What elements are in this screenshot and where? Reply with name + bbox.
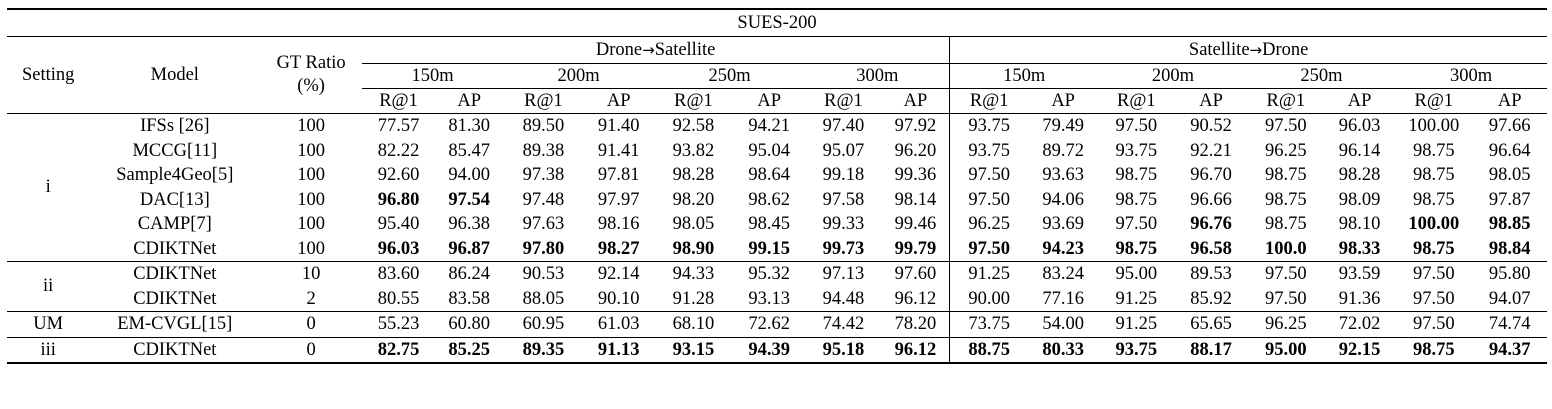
metric-cell: 97.50 xyxy=(1265,288,1307,309)
drone-label: Drone xyxy=(595,39,643,60)
metric-cell: 60.80 xyxy=(435,312,503,338)
metric-header: AP xyxy=(882,89,950,114)
metric-cell: 99.15 xyxy=(748,238,791,259)
metric-cell: 96.20 xyxy=(882,139,950,164)
metric-header: R@1 xyxy=(362,89,435,114)
metric-header: AP xyxy=(1472,89,1547,114)
metric-cell: 95.32 xyxy=(733,262,805,287)
gt-ratio-unit: (%) xyxy=(297,76,325,96)
metric-cell: 54.00 xyxy=(1028,312,1098,338)
metric-cell: 94.37 xyxy=(1472,337,1547,363)
metric-cell: 98.75 xyxy=(1413,140,1455,161)
metric-cell: 78.20 xyxy=(882,312,950,338)
table-title: SUES-200 xyxy=(7,9,1547,37)
altitude-header: 150m xyxy=(362,64,503,89)
metric-cell: 91.25 xyxy=(1098,312,1174,338)
metric-cell: 96.64 xyxy=(1488,140,1531,161)
metric-cell: 99.79 xyxy=(882,237,950,262)
metric-cell: 88.05 xyxy=(522,288,565,309)
metric-cell: 97.60 xyxy=(882,262,950,287)
metric-cell: 95.00 xyxy=(1098,262,1174,287)
metric-cell: 99.46 xyxy=(882,212,950,237)
metric-cell: 99.36 xyxy=(882,163,950,188)
metric-cell: 98.75 xyxy=(1395,337,1472,363)
metric-cell: 98.28 xyxy=(1338,165,1381,185)
metric-cell: 97.80 xyxy=(522,238,565,259)
metric-cell: 97.50 xyxy=(968,238,1010,259)
metric-cell: 77.57 xyxy=(377,116,420,136)
metric-cell: 95.80 xyxy=(1472,262,1547,287)
metric-cell: 97.97 xyxy=(597,189,640,210)
metric-cell: 96.70 xyxy=(1190,165,1232,185)
gt-ratio-cell: 0 xyxy=(260,337,362,363)
metric-cell: 61.03 xyxy=(584,312,654,338)
metric-cell: 91.36 xyxy=(1338,288,1381,309)
metric-header: R@1 xyxy=(950,89,1028,114)
metric-cell: 97.63 xyxy=(522,214,565,234)
metric-cell: 93.75 xyxy=(1115,140,1158,161)
metric-cell: 91.25 xyxy=(950,262,1028,287)
drone-label: Drone xyxy=(1262,39,1309,60)
metric-cell: 98.90 xyxy=(672,238,715,259)
metric-cell: 98.85 xyxy=(1488,214,1531,234)
metric-cell: 95.00 xyxy=(1248,337,1324,363)
model-cell: IFSs [26] xyxy=(140,116,210,136)
metric-cell: 83.24 xyxy=(1028,262,1098,287)
metric-cell: 80.55 xyxy=(377,288,420,309)
metric-cell: 97.58 xyxy=(822,189,865,210)
metric-cell: 94.00 xyxy=(448,165,491,185)
right-arrow-icon: → xyxy=(642,40,655,59)
metric-cell: 85.92 xyxy=(1190,288,1232,309)
metric-cell: 99.18 xyxy=(822,165,865,185)
gt-ratio-cell: 100 xyxy=(297,165,325,185)
metric-cell: 97.50 xyxy=(968,165,1010,185)
metric-cell: 98.75 xyxy=(1265,189,1307,210)
metric-cell: 79.49 xyxy=(1042,116,1084,136)
metric-cell: 100.00 xyxy=(1408,214,1460,234)
table-row xyxy=(7,114,1547,139)
model-cell: EM-CVGL[15] xyxy=(89,312,260,338)
metric-header: R@1 xyxy=(654,89,733,114)
metric-cell: 96.25 xyxy=(1248,312,1324,338)
metric-cell: 55.23 xyxy=(362,312,435,338)
metric-cell: 97.40 xyxy=(822,116,865,136)
metric-cell: 98.75 xyxy=(1413,189,1455,210)
metric-cell: 98.75 xyxy=(1115,165,1158,185)
metric-cell: 90.00 xyxy=(968,288,1010,309)
metric-cell: 96.25 xyxy=(1265,140,1307,161)
model-cell: CDIKTNet xyxy=(89,262,260,287)
setting-cell: i xyxy=(45,177,51,198)
model-cell: DAC[13] xyxy=(139,189,210,210)
metric-cell: 68.10 xyxy=(654,312,733,338)
metric-cell: 93.75 xyxy=(1098,337,1174,363)
title-row xyxy=(7,9,1547,37)
altitude-header: 200m xyxy=(503,64,654,89)
metric-cell: 82.22 xyxy=(377,140,420,161)
metric-cell: 96.03 xyxy=(1338,116,1381,136)
metric-cell: 98.64 xyxy=(748,165,791,185)
table-row xyxy=(7,237,1547,262)
metric-cell: 88.17 xyxy=(1175,337,1248,363)
gt-ratio-cell: 100 xyxy=(297,116,325,136)
altitude-header: 300m xyxy=(805,64,949,89)
metric-cell: 97.50 xyxy=(1115,116,1158,136)
metric-cell: 72.62 xyxy=(733,312,805,338)
metric-cell: 98.05 xyxy=(1488,165,1531,185)
model-cell: CAMP[7] xyxy=(137,214,212,234)
metric-cell: 96.14 xyxy=(1338,140,1381,161)
gt-ratio-label: GT Ratio xyxy=(276,52,346,73)
metric-header: R@1 xyxy=(805,89,881,114)
metric-cell: 95.18 xyxy=(805,337,881,363)
model-cell: CDIKTNet xyxy=(133,238,217,259)
metric-cell: 98.27 xyxy=(597,238,640,259)
table-row xyxy=(7,188,1547,213)
metric-cell: 74.42 xyxy=(805,312,881,338)
metric-header: AP xyxy=(584,89,654,114)
gt-ratio-cell: 0 xyxy=(260,312,362,338)
metric-cell: 80.33 xyxy=(1028,337,1098,363)
metric-cell: 96.12 xyxy=(882,287,950,312)
metric-cell: 90.52 xyxy=(1190,116,1232,136)
altitude-header: 300m xyxy=(1395,64,1547,89)
metric-cell: 97.50 xyxy=(1115,214,1158,234)
metric-cell: 90.53 xyxy=(503,262,583,287)
metric-cell: 97.13 xyxy=(805,262,881,287)
metric-cell: 91.40 xyxy=(597,116,640,136)
model-cell: CDIKTNet xyxy=(133,288,217,309)
table-row xyxy=(7,163,1547,188)
metric-cell: 98.75 xyxy=(1265,165,1307,185)
metric-cell: 94.48 xyxy=(822,288,865,309)
metric-cell: 93.13 xyxy=(748,288,791,309)
metric-cell: 92.14 xyxy=(584,262,654,287)
metric-cell: 97.54 xyxy=(448,189,491,210)
metric-cell: 73.75 xyxy=(950,312,1028,338)
setting-header: Setting xyxy=(7,37,89,114)
metric-cell: 98.28 xyxy=(672,165,715,185)
metric-cell: 96.76 xyxy=(1190,214,1232,234)
metric-cell: 95.40 xyxy=(377,214,420,234)
metric-cell: 99.33 xyxy=(822,214,865,234)
setting-cell: ii xyxy=(7,262,89,312)
metric-cell: 98.75 xyxy=(1413,238,1455,259)
table-row xyxy=(7,212,1547,237)
metric-cell: 96.38 xyxy=(448,214,491,234)
metric-cell: 93.63 xyxy=(1042,165,1084,185)
metric-cell: 96.03 xyxy=(377,238,420,259)
metric-cell: 98.45 xyxy=(748,214,791,234)
metric-cell: 89.53 xyxy=(1175,262,1248,287)
metric-cell: 99.73 xyxy=(822,238,865,259)
metric-cell: 95.04 xyxy=(748,140,791,161)
metric-cell: 85.47 xyxy=(448,140,491,161)
right-arrow-icon: → xyxy=(1249,40,1263,59)
metric-cell: 83.58 xyxy=(448,288,491,309)
metric-header: AP xyxy=(1175,89,1248,114)
metric-cell: 60.95 xyxy=(503,312,583,338)
metric-cell: 89.38 xyxy=(522,140,565,161)
metric-cell: 98.33 xyxy=(1338,238,1381,259)
metric-cell: 93.82 xyxy=(672,140,715,161)
metric-cell: 98.09 xyxy=(1338,189,1381,210)
metric-cell: 88.75 xyxy=(950,337,1028,363)
model-cell: MCCG[11] xyxy=(132,140,218,161)
metric-cell: 92.58 xyxy=(672,116,715,136)
metric-cell: 94.39 xyxy=(733,337,805,363)
metric-cell: 98.75 xyxy=(1265,214,1307,234)
gt-ratio-cell: 100 xyxy=(297,189,325,210)
satellite-to-drone-header xyxy=(950,37,1547,64)
metric-cell: 97.50 xyxy=(1395,312,1472,338)
altitude-header: 250m xyxy=(1248,64,1395,89)
metric-cell: 98.16 xyxy=(597,214,640,234)
metric-cell: 86.24 xyxy=(435,262,503,287)
metric-cell: 93.69 xyxy=(1042,214,1084,234)
metric-cell: 96.87 xyxy=(448,238,491,259)
metric-cell: 97.50 xyxy=(1413,288,1455,309)
metric-header: R@1 xyxy=(1248,89,1324,114)
metric-cell: 93.75 xyxy=(968,140,1010,161)
metric-cell: 92.60 xyxy=(377,165,420,185)
metric-header: R@1 xyxy=(503,89,583,114)
table-row xyxy=(7,262,1547,287)
model-cell: CDIKTNet xyxy=(89,337,260,363)
metric-cell: 94.21 xyxy=(748,116,791,136)
metric-cell: 94.23 xyxy=(1042,238,1084,259)
metric-cell: 98.05 xyxy=(672,214,715,234)
table-row xyxy=(7,312,1547,338)
setting-cell: UM xyxy=(7,312,89,338)
metric-header: AP xyxy=(1324,89,1395,114)
setting-cell: iii xyxy=(7,337,89,363)
metric-cell: 93.15 xyxy=(654,337,733,363)
results-table xyxy=(7,8,1547,364)
metric-cell: 100.0 xyxy=(1265,238,1307,259)
metric-cell: 97.92 xyxy=(882,114,950,139)
metric-cell: 98.75 xyxy=(1413,165,1455,185)
metric-cell: 65.65 xyxy=(1175,312,1248,338)
altitude-header: 150m xyxy=(950,64,1098,89)
gt-ratio-cell: 100 xyxy=(297,214,325,234)
table-row xyxy=(7,337,1547,363)
metric-cell: 92.21 xyxy=(1190,140,1232,161)
metric-cell: 95.07 xyxy=(822,140,865,161)
metric-cell: 98.14 xyxy=(882,188,950,213)
gt-ratio-header xyxy=(260,37,362,114)
metric-cell: 100.00 xyxy=(1408,116,1460,136)
metric-cell: 94.06 xyxy=(1042,189,1084,210)
metric-header: AP xyxy=(733,89,805,114)
metric-cell: 91.25 xyxy=(1115,288,1158,309)
metric-cell: 97.50 xyxy=(968,189,1010,210)
metric-cell: 89.50 xyxy=(522,116,565,136)
gt-ratio-cell: 2 xyxy=(306,288,316,309)
metric-cell: 94.33 xyxy=(654,262,733,287)
metric-cell: 98.84 xyxy=(1488,238,1531,259)
metric-header: R@1 xyxy=(1395,89,1472,114)
metric-cell: 98.10 xyxy=(1338,214,1381,234)
metric-cell: 97.50 xyxy=(1265,116,1307,136)
metric-cell: 72.02 xyxy=(1324,312,1395,338)
metric-cell: 97.66 xyxy=(1488,116,1531,136)
metric-cell: 98.62 xyxy=(748,189,791,210)
drone-to-satellite-header xyxy=(362,37,950,64)
metric-cell: 94.07 xyxy=(1488,288,1531,309)
model-header: Model xyxy=(89,37,260,114)
metric-cell: 96.66 xyxy=(1190,189,1232,210)
metric-cell: 97.81 xyxy=(597,165,640,185)
metric-cell: 93.59 xyxy=(1324,262,1395,287)
table-row xyxy=(7,139,1547,164)
metric-cell: 97.38 xyxy=(522,165,565,185)
metric-cell: 91.28 xyxy=(672,288,715,309)
metric-cell: 96.80 xyxy=(377,189,420,210)
metric-cell: 83.60 xyxy=(362,262,435,287)
metric-cell: 96.25 xyxy=(968,214,1010,234)
model-cell: Sample4Geo[5] xyxy=(116,165,234,185)
gt-ratio-cell: 100 xyxy=(297,140,325,161)
metric-cell: 89.72 xyxy=(1042,140,1084,161)
gt-ratio-cell: 100 xyxy=(297,238,325,259)
metric-cell: 74.74 xyxy=(1472,312,1547,338)
satellite-label: Satellite xyxy=(1188,39,1250,60)
results-table-container xyxy=(7,8,1547,364)
gt-ratio-cell: 10 xyxy=(260,262,362,287)
metric-cell: 92.15 xyxy=(1324,337,1395,363)
metric-cell: 96.12 xyxy=(882,337,950,363)
metric-cell: 98.75 xyxy=(1115,238,1158,259)
satellite-label: Satellite xyxy=(654,39,716,60)
metric-cell: 98.20 xyxy=(672,189,715,210)
metric-cell: 97.50 xyxy=(1395,262,1472,287)
metric-cell: 90.10 xyxy=(597,288,640,309)
metric-cell: 97.50 xyxy=(1248,262,1324,287)
table-row xyxy=(7,287,1547,312)
metric-cell: 97.48 xyxy=(522,189,565,210)
group-header-row xyxy=(7,37,1547,64)
altitude-header: 250m xyxy=(654,64,806,89)
metric-cell: 81.30 xyxy=(448,116,491,136)
metric-cell: 98.75 xyxy=(1115,189,1158,210)
metric-header: AP xyxy=(435,89,503,114)
metric-cell: 82.75 xyxy=(362,337,435,363)
metric-cell: 85.25 xyxy=(435,337,503,363)
metric-cell: 77.16 xyxy=(1042,288,1084,309)
metric-cell: 96.58 xyxy=(1190,238,1232,259)
metric-cell: 91.41 xyxy=(597,140,640,161)
metric-cell: 97.87 xyxy=(1488,189,1531,210)
metric-cell: 93.75 xyxy=(968,116,1010,136)
metric-cell: 89.35 xyxy=(503,337,583,363)
metric-header: R@1 xyxy=(1098,89,1174,114)
metric-header: AP xyxy=(1028,89,1098,114)
altitude-header: 200m xyxy=(1098,64,1247,89)
metric-cell: 91.13 xyxy=(584,337,654,363)
